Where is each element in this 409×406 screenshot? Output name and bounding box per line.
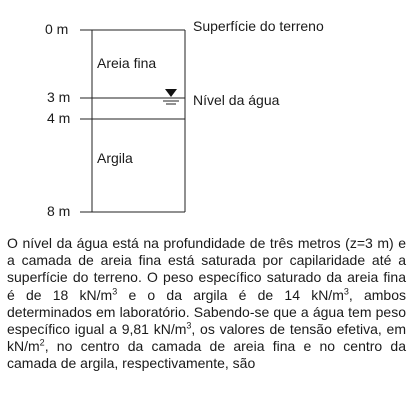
question-text-part-5: , no centro da camada de areia fina e no centro da camada de argila, respectivamente, são xyxy=(7,338,406,372)
depth-label-4: 4 m xyxy=(47,110,71,126)
depth-label-8: 8 m xyxy=(47,203,71,219)
question-text-part-3: , ambos determinados em laboratório. Sabendo-se que a água tem peso específico igual a 9,81 kN/m xyxy=(7,286,406,338)
question-text xyxy=(7,235,406,373)
crop-edge xyxy=(0,398,409,406)
question-text-part-2: e o da argila é de 14 kN/m xyxy=(117,286,344,303)
layer-label-fine-sand: Areia fina xyxy=(97,55,157,71)
water-table-icon xyxy=(163,89,179,104)
unit-exponent-4: 2 xyxy=(39,337,45,348)
water-level-label: Nível da água xyxy=(193,92,280,108)
unit-exponent-3: 3 xyxy=(186,320,192,331)
depth-label-0: 0 m xyxy=(45,21,69,37)
question-text-part-1: O nível da água está na profundidade de três metros (z=3 m) e a camada de areia fina está saturada por capilaridade até a superfície do terreno. O peso específico saturado da areia fina é de 18 kN/m xyxy=(7,235,406,303)
layer-label-clay: Argila xyxy=(97,150,133,166)
depth-label-3: 3 m xyxy=(47,89,71,105)
question-text-part-4: , os valores de tensão efetiva, em kN/m xyxy=(7,321,406,355)
ground-surface-label: Superfície do terreno xyxy=(193,18,324,34)
unit-exponent-1: 3 xyxy=(112,285,118,296)
unit-exponent-2: 3 xyxy=(343,285,349,296)
